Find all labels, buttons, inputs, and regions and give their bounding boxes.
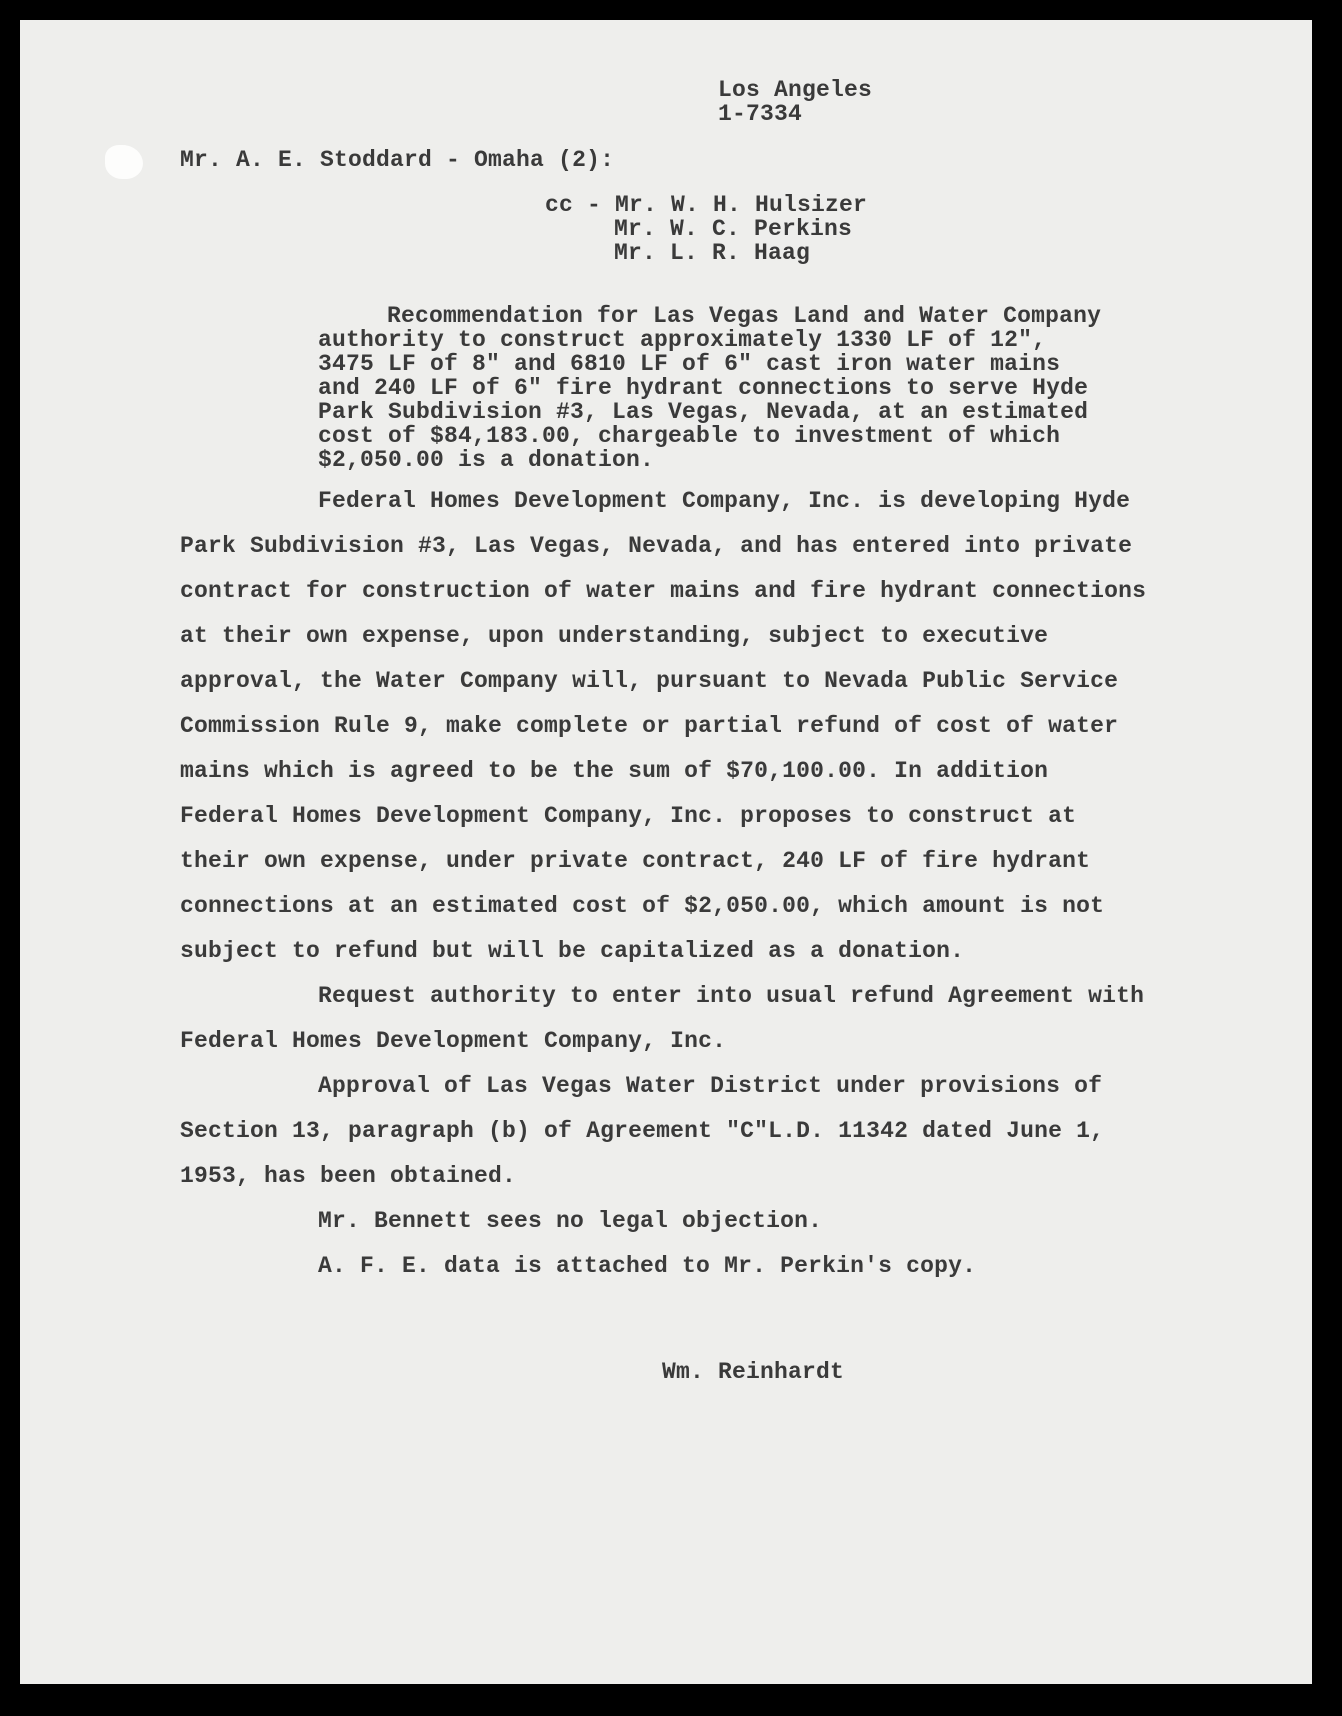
body-line: Federal Homes Development Company, Inc. proposes to construct at	[180, 803, 1077, 829]
cc-line: Mr. W. C. Perkins	[614, 216, 853, 242]
body-line: subject to refund but will be capitalized as a donation.	[180, 938, 965, 964]
summary-line: Recommendation for Las Vegas Land and Water Company	[387, 303, 1102, 329]
body-line: Request authority to enter into usual refund Agreement with	[318, 983, 1145, 1009]
paper-tear-mark	[105, 145, 143, 179]
header-file-number: 1-7334	[718, 101, 803, 127]
body-line: Mr. Bennett sees no legal objection.	[318, 1208, 823, 1234]
body-line: Section 13, paragraph (b) of Agreement "C"L.D. 11342 dated June 1,	[180, 1118, 1105, 1144]
signature: Wm. Reinhardt	[662, 1359, 845, 1385]
cc-line: Mr. L. R. Haag	[614, 240, 811, 266]
body-line: A. F. E. data is attached to Mr. Perkin's copy.	[318, 1253, 977, 1279]
document-page	[20, 20, 1312, 1684]
summary-line: Park Subdivision #3, Las Vegas, Nevada, at an estimated	[318, 399, 1089, 425]
addressee: Mr. A. E. Stoddard - Omaha (2):	[180, 147, 615, 173]
body-line: 1953, has been obtained.	[180, 1163, 517, 1189]
summary-line: authority to construct approximately 1330 LF of 12",	[318, 327, 1047, 353]
summary-line: $2,050.00 is a donation.	[318, 447, 655, 473]
body-line: Approval of Las Vegas Water District under provisions of	[318, 1073, 1103, 1099]
body-line: contract for construction of water mains and fire hydrant connections	[180, 578, 1147, 604]
body-line: their own expense, under private contract, 240 LF of fire hydrant	[180, 848, 1091, 874]
body-line: Commission Rule 9, make complete or partial refund of cost of water	[180, 713, 1119, 739]
body-line: at their own expense, upon understanding, subject to executive	[180, 623, 1049, 649]
summary-line: 3475 LF of 8" and 6810 LF of 6" cast iron water mains	[318, 351, 1061, 377]
summary-line: cost of $84,183.00, chargeable to investment of which	[318, 423, 1061, 449]
body-line: Federal Homes Development Company, Inc. is developing Hyde	[318, 488, 1131, 514]
body-line: connections at an estimated cost of $2,050.00, which amount is not	[180, 893, 1105, 919]
header-location: Los Angeles	[718, 77, 873, 103]
summary-line: and 240 LF of 6" fire hydrant connections to serve Hyde	[318, 375, 1089, 401]
body-line: approval, the Water Company will, pursuant to Nevada Public Service	[180, 668, 1119, 694]
body-line: mains which is agreed to be the sum of $70,100.00. In addition	[180, 758, 1049, 784]
cc-line: cc - Mr. W. H. Hulsizer	[545, 192, 868, 218]
body-line: Federal Homes Development Company, Inc.	[180, 1028, 727, 1054]
body-line: Park Subdivision #3, Las Vegas, Nevada, and has entered into private	[180, 533, 1133, 559]
